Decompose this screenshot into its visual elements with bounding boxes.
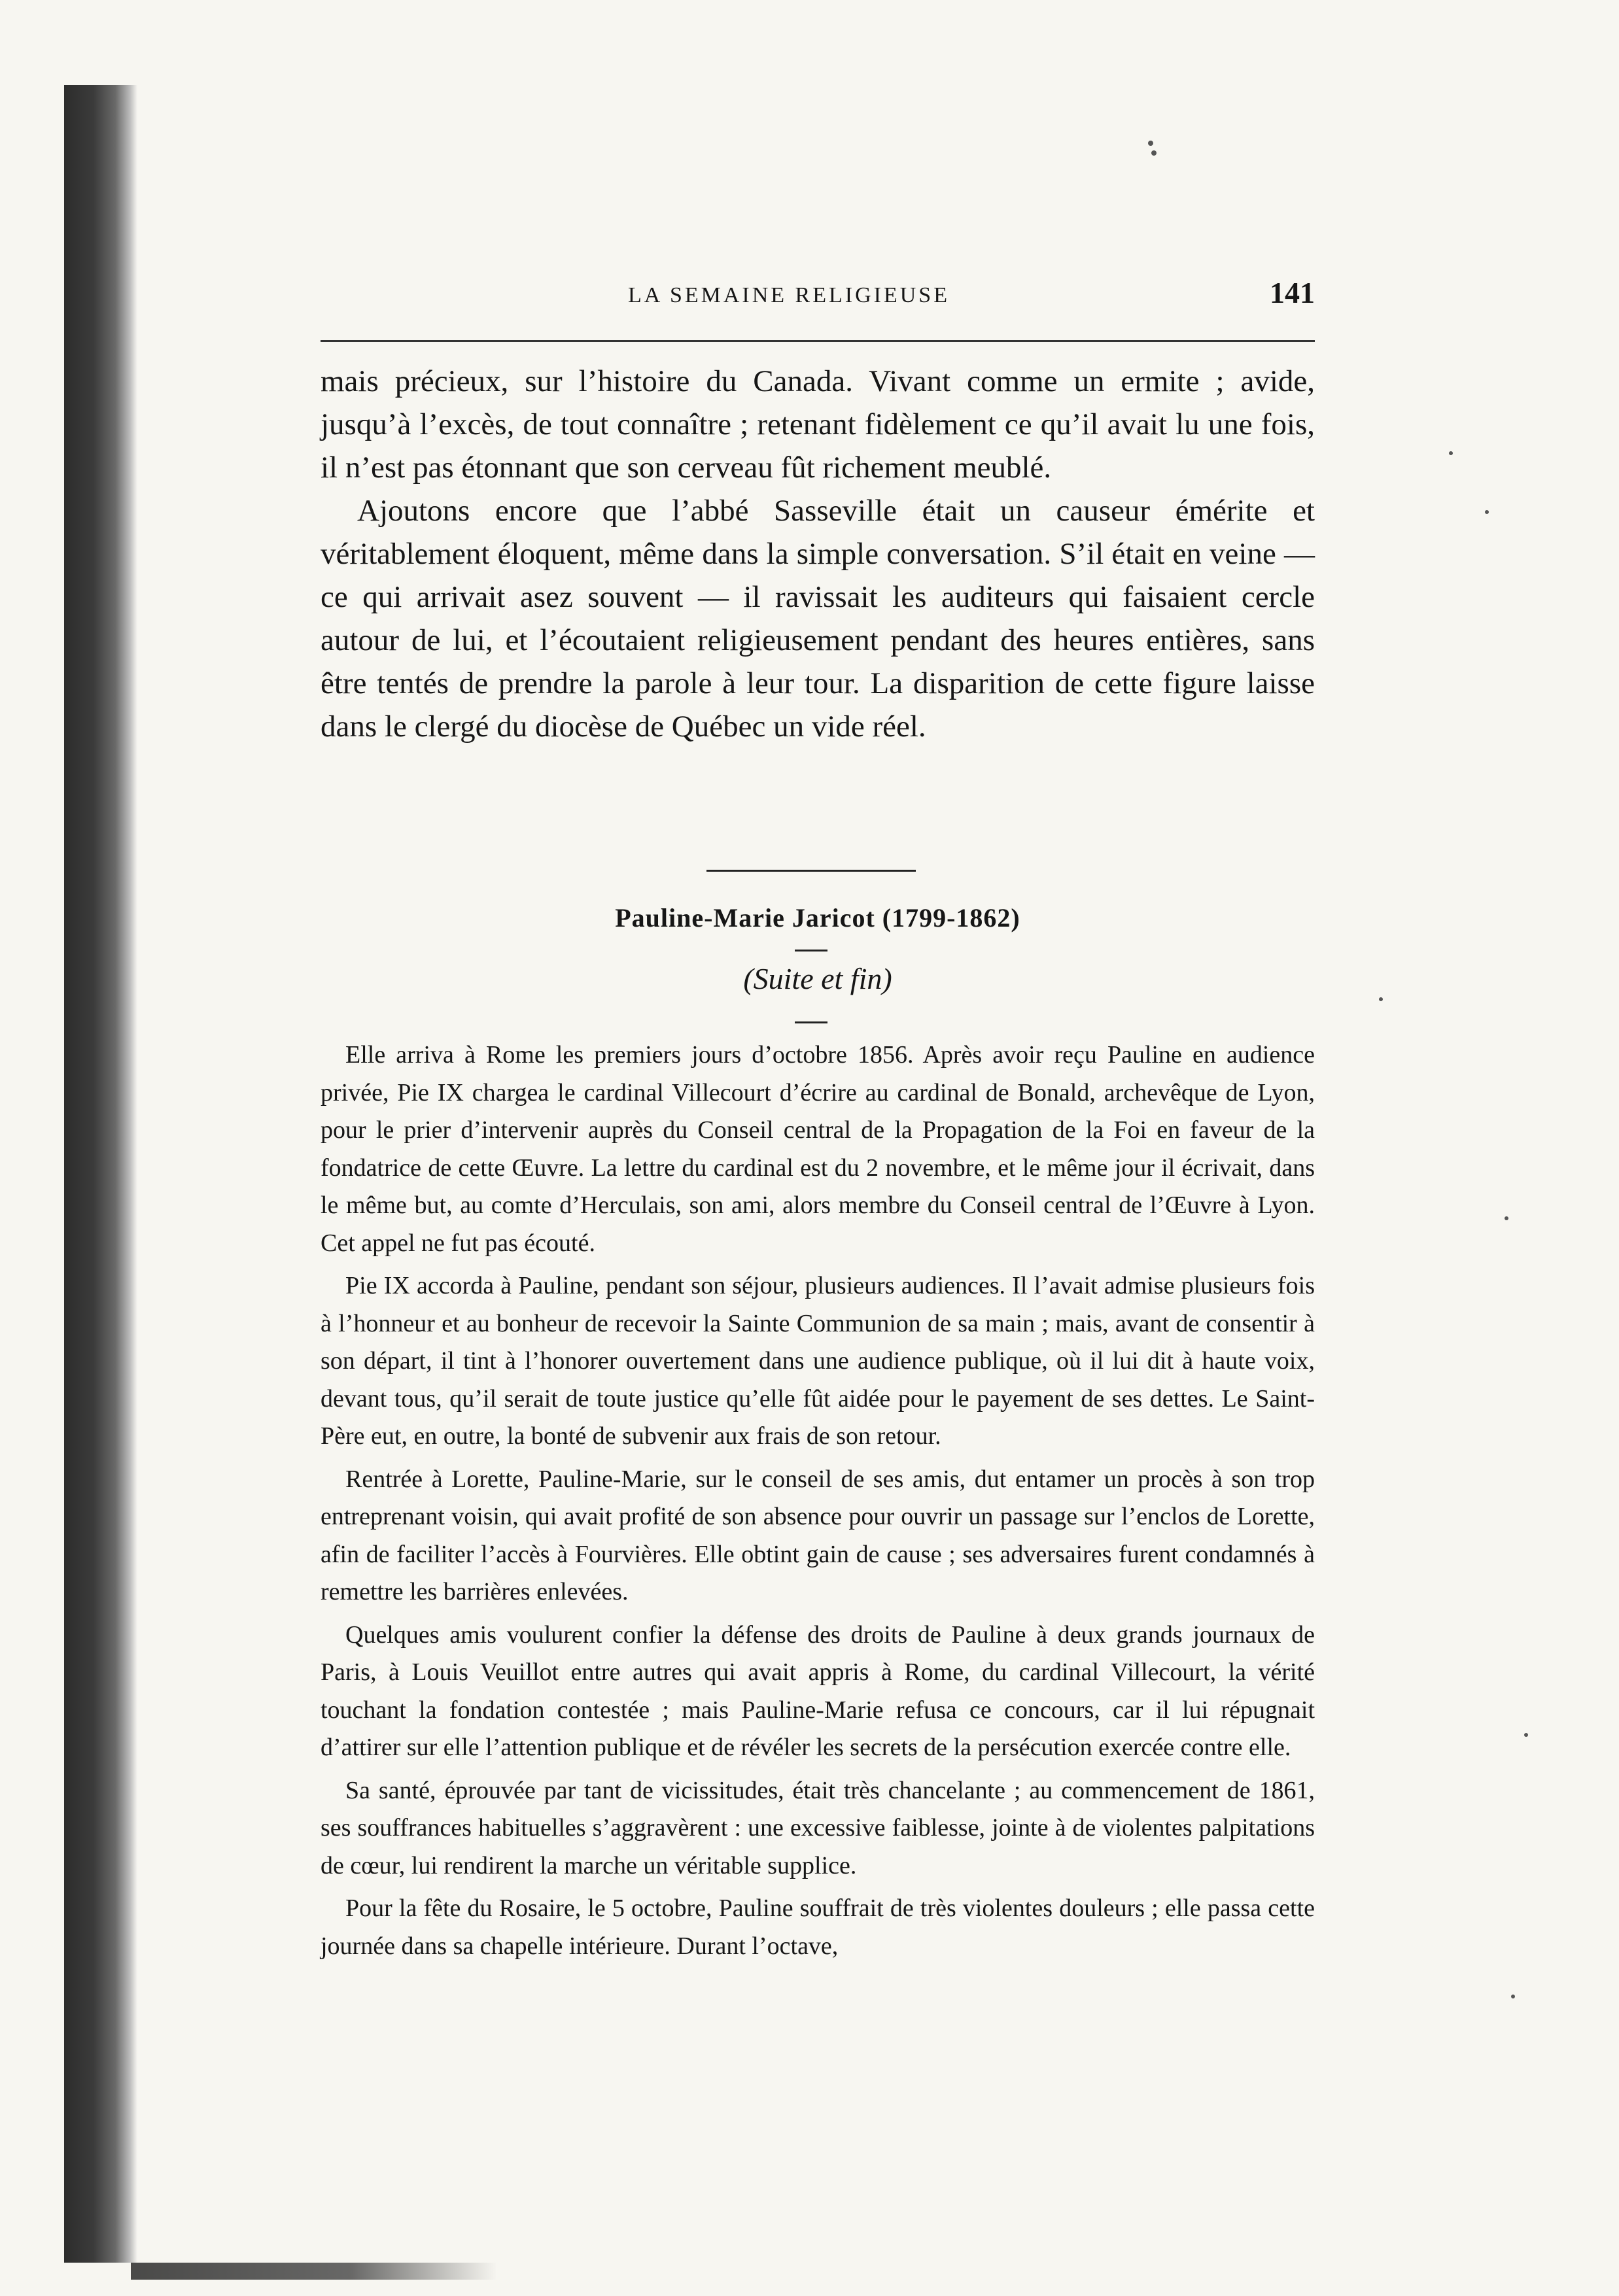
- scan-speck: [1505, 1216, 1508, 1220]
- scan-speck: [1151, 150, 1157, 156]
- scan-speck: [1148, 141, 1153, 146]
- article-title: Pauline-Marie Jaricot (1799-1862): [615, 903, 1020, 933]
- article-paragraph: Pie IX accorda à Pauline, pendant son séjour, plusieurs audiences. Il l’avait admise plusieurs fois à l’honneur et au bonheur de recevoir la Sainte Communion de sa main ; mais, avant de consentir à son départ, il tint à l’honorer ouvertement dans une audience publique, où il lui dit à haute voix, devant tous, qu’il serait de toute justice qu’elle fût aidée pour le payement de ses dettes. Le Saint-Père eut, en outre, la bonté de subvenir aux frais de son retour.: [321, 1272, 1315, 1450]
- article-paragraph: Quelques amis voulurent confier la défense des droits de Pauline à deux grands journaux de Paris, à Louis Veuillot entre autres qui avait appris à Rome, du cardinal Villecourt, la vérité touchant la fondation contestée ; mais Pauline-Marie refusa ce concours, car il lui répugnait d’attirer sur elle l’attention publique et de révéler les secrets de la persécution exercée contre elle.: [321, 1620, 1315, 1761]
- scan-speck: [1379, 997, 1383, 1001]
- scan-speck: [1485, 510, 1489, 514]
- scan-speck: [1511, 1995, 1515, 1998]
- scan-speck: [1524, 1733, 1528, 1737]
- binding-edge-bottom: [131, 2263, 497, 2280]
- section-divider: [706, 870, 916, 872]
- intro-text: [321, 360, 1315, 748]
- scan-speck: [1449, 451, 1453, 455]
- header-rule: [321, 340, 1315, 342]
- running-title: LA SEMAINE RELIGIEUSE: [628, 283, 950, 307]
- title-rule: [795, 950, 827, 951]
- article-paragraph: Elle arriva à Rome les premiers jours d’octobre 1856. Après avoir reçu Pauline en audience privée, Pie IX chargea le cardinal Villecourt d’écrire au cardinal de Bonald, archevêque de Lyon, pour le prier d’intervenir auprès du Conseil central de la Propagation de la Foi en faveur de la fondatrice de cette Œuvre. La lettre du cardinal est du 2 novembre, et le même jour il écrivait, dans le même but, au comte d’Herculais, son ami, alors membre du Conseil central de l’Œuvre à Lyon. Cet appel ne fut pas écouté.: [321, 1041, 1315, 1257]
- intro-paragraph: Ajoutons encore que l’abbé Sasseville était un causeur émérite et véritablement éloquent, même dans la simple conversation. S’il était en veine — ce qui arrivait asez souvent — il ravissait les auditeurs qui faisaient cercle autour de lui, et l’écoutaient religieusement pendant des heures entières, sans être tentés de prendre la parole à leur tour. La disparition de cette figure laisse dans le clergé du diocèse de Québec un vide réel.: [321, 494, 1315, 744]
- article-subtitle: (Suite et fin): [743, 962, 892, 995]
- subtitle-rule: [795, 1021, 827, 1023]
- page-number: 141: [1270, 276, 1315, 309]
- article-paragraph: Pour la fête du Rosaire, le 5 octobre, Pauline souffrait de très violentes douleurs ; elle passa cette journée dans sa chapelle intérieure. Durant l’octave,: [321, 1894, 1315, 1960]
- binding-edge: [64, 85, 137, 2263]
- article-paragraph: Sa santé, éprouvée par tant de vicissitudes, était très chancelante ; au commencement de 1861, ses souffrances habituelles s’aggravèrent : une excessive faiblesse, jointe à de violentes palpitations de cœur, lui rendirent la marche un véritable supplice.: [321, 1776, 1315, 1879]
- article-body: [321, 1037, 1315, 1970]
- intro-paragraph: mais précieux, sur l’histoire du Canada. Vivant comme un ermite ; avide, jusqu’à l’excès, de tout connaître ; retenant fidèlement ce qu’il avait lu une fois, il n’est pas étonnant que son cerveau fût richement meublé.: [321, 364, 1315, 485]
- running-head: [321, 278, 1315, 317]
- article-paragraph: Rentrée à Lorette, Pauline-Marie, sur le conseil de ses amis, dut entamer un procès à son trop entreprenant voisin, qui avait profité de son absence pour ouvrir un passage sur l’enclos de Lorette, afin de faciliter l’accès à Fourvières. Elle obtint gain de cause ; ses adversaires furent condamnés à remettre les barrières enlevées.: [321, 1465, 1315, 1605]
